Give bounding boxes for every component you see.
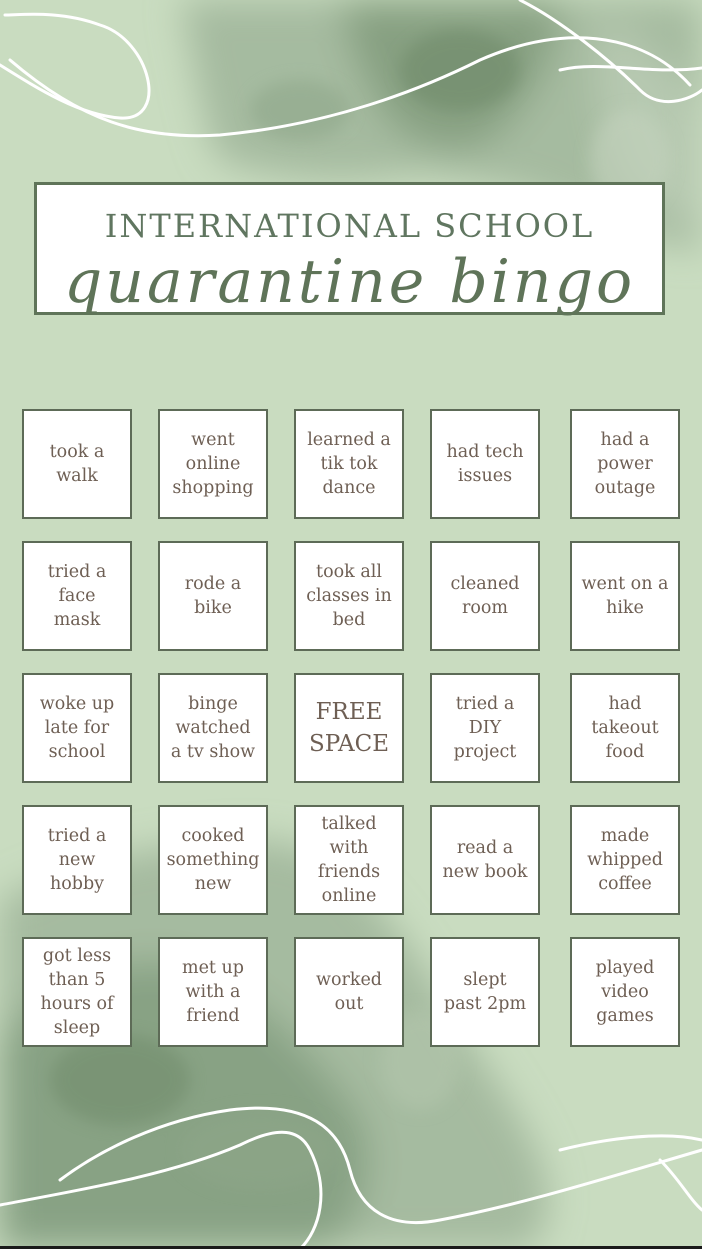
bingo-cell[interactable]: [570, 541, 680, 651]
bingo-cell[interactable]: [22, 409, 132, 519]
bingo-cell[interactable]: [158, 541, 268, 651]
free-space-text: FREE SPACE: [308, 699, 390, 757]
bingo-cell[interactable]: [570, 409, 680, 519]
bingo-cell-text: went on a hike: [581, 574, 669, 618]
bingo-cell-text: worked out: [315, 970, 383, 1014]
bingo-cell-text: got less than 5 hours of sleep: [40, 946, 114, 1038]
bingo-cell[interactable]: [430, 805, 540, 915]
bingo-cell-text: slept past 2pm: [443, 970, 527, 1014]
bingo-cell-text: learned a tik tok dance: [307, 430, 391, 498]
bingo-cell[interactable]: [294, 937, 404, 1047]
free-space-cell[interactable]: [294, 673, 404, 783]
bingo-cell[interactable]: [22, 541, 132, 651]
bingo-cell[interactable]: [294, 541, 404, 651]
bingo-cell[interactable]: [570, 805, 680, 915]
bingo-cell[interactable]: [158, 937, 268, 1047]
bingo-cell[interactable]: [22, 805, 132, 915]
bingo-cell[interactable]: [294, 805, 404, 915]
bingo-cell[interactable]: [158, 805, 268, 915]
bingo-cell[interactable]: [22, 673, 132, 783]
bingo-cell-text: went online shopping: [172, 430, 254, 498]
bingo-cell[interactable]: [570, 937, 680, 1047]
bingo-cell-text: cleaned room: [450, 574, 520, 618]
bingo-cell-text: tried a new hobby: [47, 826, 107, 894]
bingo-cell-text: woke up late for school: [39, 694, 115, 762]
bingo-cell-text: met up with a friend: [181, 958, 245, 1026]
bingo-cell[interactable]: [294, 409, 404, 519]
bingo-cell[interactable]: [22, 937, 132, 1047]
bingo-cell-text: read a new book: [442, 838, 528, 882]
bingo-cell-text: made whipped coffee: [587, 826, 663, 894]
bingo-cell-text: took a walk: [49, 442, 105, 486]
bingo-cell[interactable]: [430, 409, 540, 519]
bingo-cell[interactable]: [430, 541, 540, 651]
bingo-cell[interactable]: [158, 673, 268, 783]
bingo-cell-text: tried a face mask: [47, 562, 107, 630]
bingo-cell[interactable]: [158, 409, 268, 519]
bingo-cell[interactable]: [430, 673, 540, 783]
bingo-cell-text: cooked something new: [166, 826, 260, 894]
bingo-cell-text: had takeout food: [591, 694, 659, 762]
title-heading: INTERNATIONAL SCHOOL: [104, 207, 595, 245]
bingo-cell-text: had a power outage: [594, 430, 656, 498]
bingo-cell-text: rode a bike: [184, 574, 242, 618]
title-script: quarantine bingo: [63, 247, 636, 317]
bingo-cell-text: binge watched a tv show: [170, 694, 256, 762]
bingo-cell-text: took all classes in bed: [306, 562, 392, 630]
bingo-cell[interactable]: [570, 673, 680, 783]
bingo-cell-text: tried a DIY project: [453, 694, 517, 762]
bingo-cell-text: talked with friends online: [317, 814, 381, 906]
bingo-cell-text: played video games: [595, 958, 655, 1026]
bingo-cell[interactable]: [430, 937, 540, 1047]
title-box: [34, 182, 665, 315]
bingo-cell-text: had tech issues: [446, 442, 524, 486]
